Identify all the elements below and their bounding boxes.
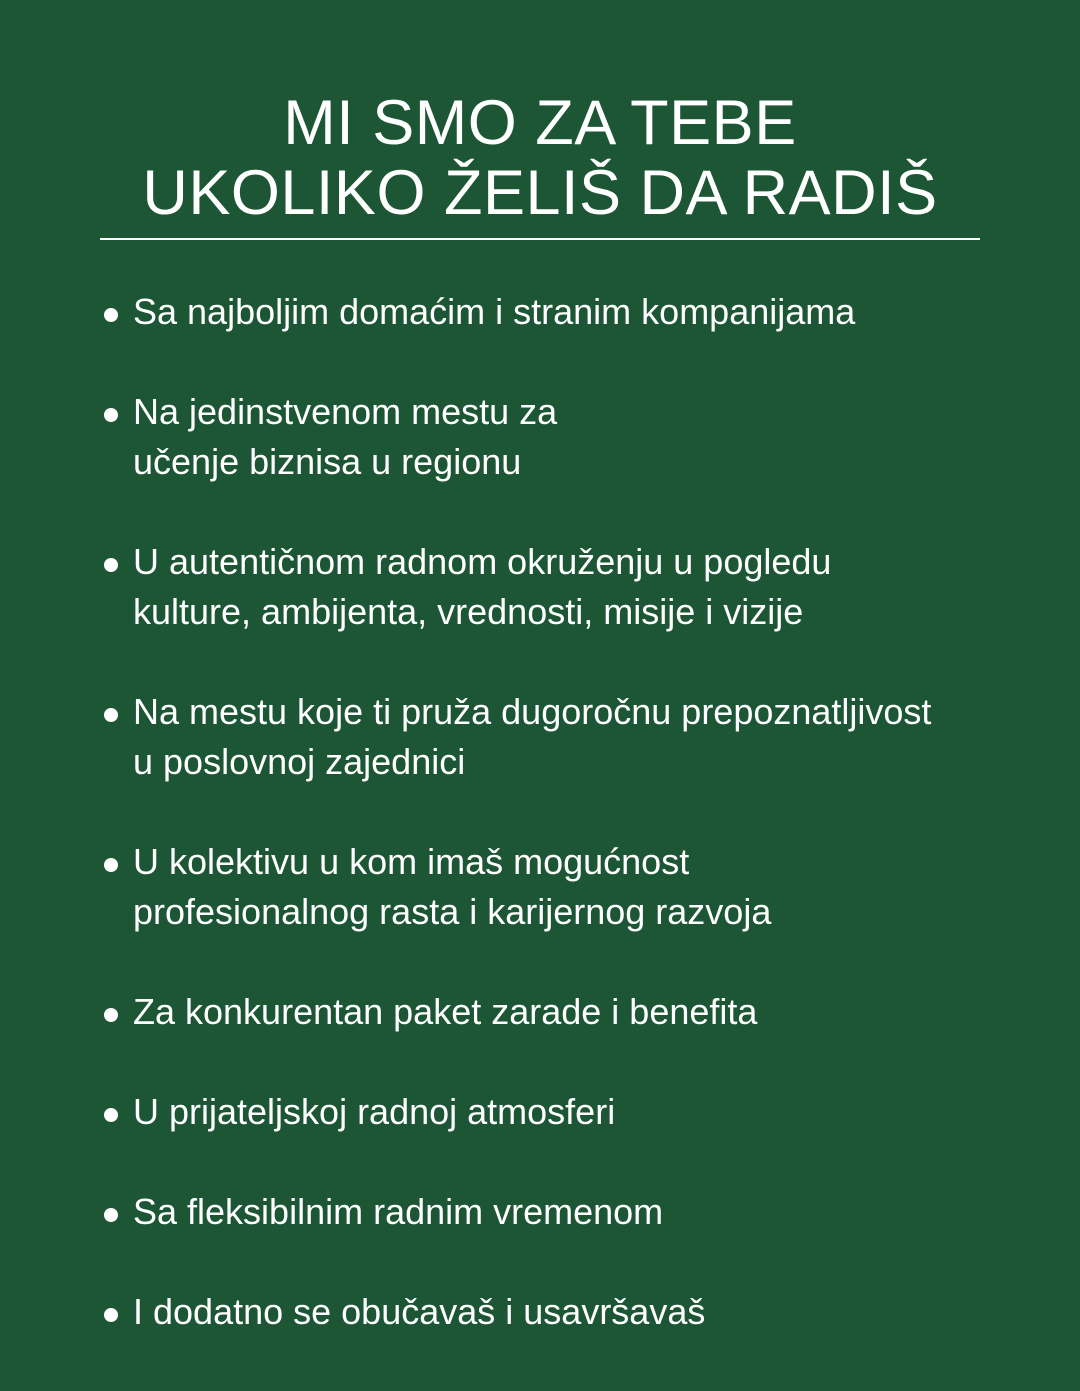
bullet-icon: [104, 858, 118, 872]
list-item: [104, 1187, 1044, 1237]
list-item: [104, 287, 1044, 337]
list-item-text: U kolektivu u kom imaš mogućnost profesionalnog rasta i karijernog razvoja: [133, 841, 772, 932]
list-item: [104, 687, 1044, 787]
title-line-1: MI SMO ZA TEBE: [283, 88, 797, 159]
list-item: [104, 1087, 1044, 1137]
list-item: [104, 1287, 1044, 1337]
bullet-icon: [104, 1108, 118, 1122]
list-item: [104, 987, 1044, 1037]
list-item-text: Za konkurentan paket zarade i benefita: [133, 991, 758, 1032]
bullet-icon: [104, 408, 118, 422]
list-item-text: Sa najboljim domaćim i stranim kompanijama: [133, 291, 856, 332]
bullet-icon: [104, 1008, 118, 1022]
list-item-text: Sa fleksibilnim radnim vremenom: [133, 1191, 664, 1232]
list-item-text: Na mestu koje ti pruža dugoročnu prepoznatljivost u poslovnoj zajednici: [133, 691, 932, 782]
list-item-text: U prijateljskoj radnoj atmosferi: [133, 1091, 616, 1132]
list-item: [104, 537, 1044, 637]
list-item: [104, 837, 1044, 937]
bullet-icon: [104, 1208, 118, 1222]
bullet-icon: [104, 1308, 118, 1322]
list-item: [104, 387, 1044, 487]
list-item-text: Na jedinstvenom mestu za učenje biznisa u regionu: [133, 391, 558, 482]
list-item-text: I dodatno se obučavaš i usavršavaš: [133, 1291, 706, 1332]
bullet-icon: [104, 308, 118, 322]
bullet-icon: [104, 558, 118, 572]
bullet-icon: [104, 708, 118, 722]
list-item-text: U autentičnom radnom okruženju u pogledu kulture, ambijenta, vrednosti, misije i vizije: [133, 541, 832, 632]
title-line-2: UKOLIKO ŽELIŠ DA RADIŠ: [142, 158, 938, 229]
